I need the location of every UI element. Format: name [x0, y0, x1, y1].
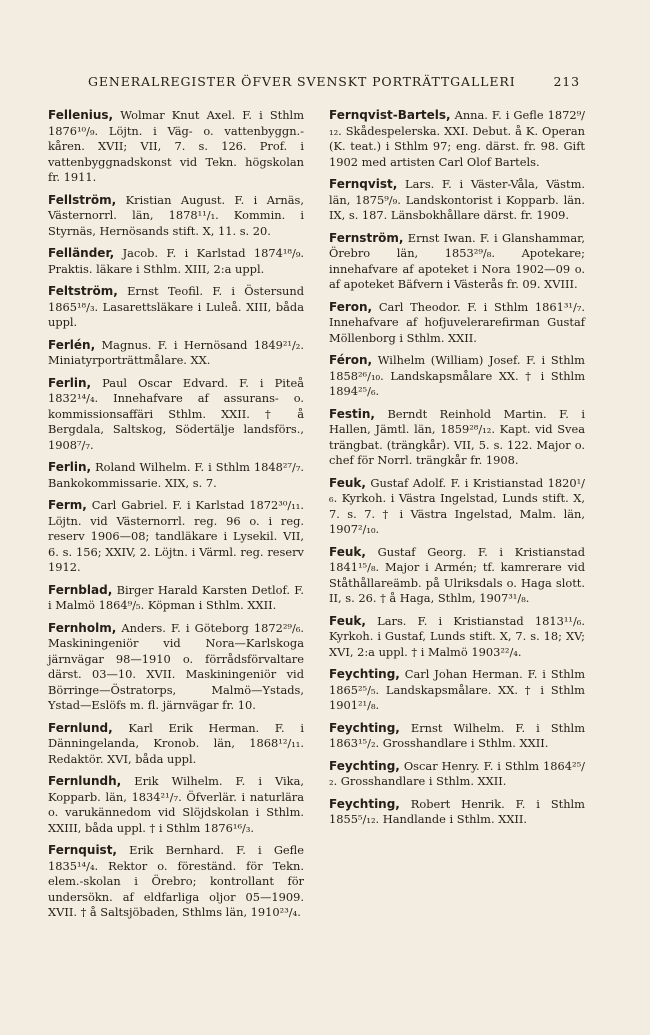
entry-surname: Fernqvist, [329, 177, 398, 191]
register-entry [329, 545, 585, 607]
entry-text: Ernst Wilhelm. F. i Sthlm 1863¹⁵/₂. Grosshandlare i Sthlm. XXII. [329, 720, 585, 750]
register-entry [48, 460, 304, 491]
entry-surname: Felländer, [48, 246, 115, 260]
entry-text: Birger Harald Karsten Detlof. F. i Malmö 1864⁹/₅. Köpman i Sthlm. XXII. [48, 582, 304, 612]
left-column [48, 108, 304, 928]
register-entry [329, 407, 585, 469]
entry-surname: Ferlin, [48, 460, 92, 474]
entry-text: Berndt Reinhold Martin. F. i Hallen, Jämtl. län, 1859²⁸/₁₂. Kapt. vid Svea trängbat. (trängkår). VII, 5. s. 122. Major o. chef för Norrl. trängkår fr. 1908. [329, 406, 585, 467]
entry-surname: Feychting, [329, 758, 400, 773]
register-entry [329, 231, 585, 293]
register-entry [329, 667, 585, 714]
register-entry [48, 721, 304, 768]
entry-surname: Ferm, [48, 498, 87, 512]
entry-surname: Feychting, [329, 796, 400, 811]
entry-text: Ernst Iwan. F. i Glanshammar, Örebro län, 1853²⁹/₈. Apotekare; innehafvare af apoteket i Nora 1902—09 o. af apoteket Bäfvern i Västerås fr. 09. XVIII. [329, 230, 585, 291]
register-entry [329, 614, 585, 661]
register-entry [48, 246, 304, 277]
register-entry [48, 284, 304, 331]
register-entry [329, 177, 585, 224]
register-entry [48, 843, 304, 921]
entry-text: Robert Henrik. F. i Sthlm 1855⁵/₁₂. Handlande i Sthlm. XXII. [329, 796, 585, 826]
entry-text: Erik Bernhard. F. i Gefle 1835¹⁴/₄. Rektor o. föreständ. för Tekn. elem.-skolan i Örebro; kontrollant för undersökn. af eldfarliga oljor 05—1909. XVII. † å Saltsjöbaden, Sthlms län, 1910²³/₄. [48, 843, 304, 919]
register-entry [329, 476, 585, 538]
entry-text: Ernst Teofil. F. i Östersund 1865¹⁸/₃. Lasarettsläkare i Luleå. XIII, båda uppl. [48, 284, 305, 329]
entry-text: Anders. F. i Göteborg 1872²⁹/₆. Maskiningeniör vid Nora—Karlskoga järnvägar 98—1910 o. förrådsförvaltare därst. 03—10. XVII. Maskiningeniör vid Börringe—Östratorps, Malmö—Ystads, Ystad—Eslöfs m. fl. järnvägar fr. 10. [48, 620, 305, 712]
entry-surname: Fernström, [329, 230, 404, 245]
entry-text: Anna. F. i Gefle 1872⁹/₁₂. Skådespelerska. XXI. Debut. å K. Operan (K. teat.) i Sthlm 97; eng. därst. fr. 98. Gift 1902 med artisten Carl Olof Bartels. [329, 108, 585, 169]
register-entry [329, 759, 585, 790]
entry-surname: Festin, [329, 406, 375, 421]
register-entry [48, 338, 304, 369]
register-entry [329, 108, 585, 170]
entry-surname: Feuk, [329, 613, 366, 628]
entry-text: Magnus. F. i Hernösand 1849²¹/₂. Miniatyrporträttmålare. XX. [48, 337, 304, 367]
register-entry [329, 797, 585, 828]
entry-text: Erik Wilhelm. F. i Vika, Kopparb. län, 1834²¹/₇. Öfverlär. i naturlära o. varukännedom vid Slöjdskolan i Sthlm. XXIII, båda uppl. † i Sthlm 1876¹⁶/₃. [48, 774, 304, 835]
entry-surname: Feychting, [329, 667, 400, 681]
entry-text: Jacob. F. i Karlstad 1874¹⁸/₉. Praktis. läkare i Sthlm. XIII, 2:a uppl. [48, 246, 305, 276]
page-number: 213 [553, 74, 580, 89]
entry-surname: Fernlundh, [48, 774, 122, 788]
entry-surname: Feltström, [48, 284, 118, 298]
entry-text: Wilhelm (William) Josef. F. i Sthlm 1858²⁶/₁₀. Landskapsmålare XX. † i Sthlm 1894²⁵/₆. [329, 353, 585, 398]
entry-surname: Féron, [329, 353, 373, 367]
entry-surname: Fernblad, [48, 582, 113, 597]
register-entry [48, 621, 304, 714]
entry-text: Lars. F. i Väster-Våla, Västm. län, 1875⁹/₉. Landskontorist i Kopparb. län. IX, s. 187. Länsbokhållare därst. fr. 1909. [329, 177, 585, 222]
entry-surname: Feuk, [329, 544, 366, 559]
entry-surname: Fellenius, [48, 108, 114, 122]
entry-text: Lars. F. i Kristianstad 1813¹¹/₆. Kyrkoh. i Gustaf, Lunds stift. X, 7. s. 18; XV; XVI, 2:a uppl. † i Malmö 1903²²/₄. [329, 613, 585, 659]
entry-surname: Feychting, [329, 720, 400, 735]
entry-surname: Fellström, [48, 192, 117, 207]
entry-text: Carl Theodor. F. i Sthlm 1861³¹/₇. Innehafvare af hofjuvelerarefirman Gustaf Möllenborg i Sthlm. XXII. [329, 299, 585, 345]
register-entry [329, 721, 585, 752]
entry-surname: Fernquist, [48, 843, 117, 857]
right-column [329, 108, 585, 835]
entry-surname: Feron, [329, 299, 373, 314]
register-entry [48, 498, 304, 576]
register-entry [48, 193, 304, 240]
entry-text: Carl Gabriel. F. i Karlstad 1872³⁰/₁₁. Löjtn. vid Västernorrl. reg. 96 o. i reg. reserv 1906—08; tandläkare i Lysekil. VII, 6. s. 156; XXIV, 2. Löjtn. i Värml. reg. reserv 1912. [48, 498, 304, 574]
entry-surname: Feuk, [329, 475, 366, 490]
register-entry [48, 376, 304, 454]
register-entry [48, 583, 304, 614]
register-entry [48, 774, 304, 836]
entry-text: Wolmar Knut Axel. F. i Sthlm 1876¹⁰/₉. Löjtn. i Väg- o. vattenbyggn.-kåren. XVII; VII, 7. s. 126. Prof. i vattenbyggnadskonst vid Tekn. högskolan fr. 1911. [48, 108, 304, 184]
entry-text: Oscar Henry. F. i Sthlm 1864²⁵/₂. Grosshandlare i Sthlm. XXII. [329, 758, 585, 788]
entry-surname: Fernlund, [48, 720, 113, 735]
entry-text: Gustaf Adolf. F. i Kristianstad 1820¹/₆. Kyrkoh. i Västra Ingelstad, Lunds stift. X, 7. s. 7. † i Västra Ingelstad, Malm. län, 1907²/₁₀. [329, 475, 586, 536]
register-entry [329, 300, 585, 347]
entry-text: Kristian August. F. i Arnäs, Västernorrl. län, 1878¹¹/₁. Kommin. i Styrnäs, Hernösands stift. X, 11. s. 20. [48, 192, 305, 238]
entry-text: Paul Oscar Edvard. F. i Piteå 1832¹⁴/₄. Innehafvare af assurans- o. kommissionsaffäri Sthlm. XXII. † å Bergdala, Saltskog, Södertälje landsförs., 1908⁷/₇. [48, 375, 304, 452]
entry-surname: Fernholm, [48, 620, 117, 635]
entry-text: Roland Wilhelm. F. i Sthlm 1848²⁷/₇. Bankokommissarie. XIX, s. 7. [48, 460, 305, 490]
entry-surname: Ferlin, [48, 375, 92, 390]
entry-text: Carl Johan Herman. F. i Sthlm 1865²⁵/₅. Landskapsmålare. XX. † i Sthlm 1901²¹/₈. [329, 667, 585, 712]
entry-surname: Fernqvist-Bartels, [329, 108, 451, 122]
entry-text: Gustaf Georg. F. i Kristianstad 1841¹⁵/₈. Major i Armén; tf. kamrerare vid Ståthållareämb. på Ulriksdals o. Haga slott. II, s. 26. † å Haga, Sthlm, 1907³¹/₈. [329, 544, 586, 605]
entry-surname: Ferlén, [48, 337, 96, 352]
running-title: GENERALREGISTER ÖFVER SVENSKT PORTRÄTTGALLERI [88, 74, 516, 89]
register-entry [329, 353, 585, 400]
register-entry [48, 108, 304, 186]
entry-text: Karl Erik Herman. F. i Dänningelanda, Kronob. län, 1868¹²/₁₁. Redaktör. XVI, båda uppl. [48, 720, 304, 766]
